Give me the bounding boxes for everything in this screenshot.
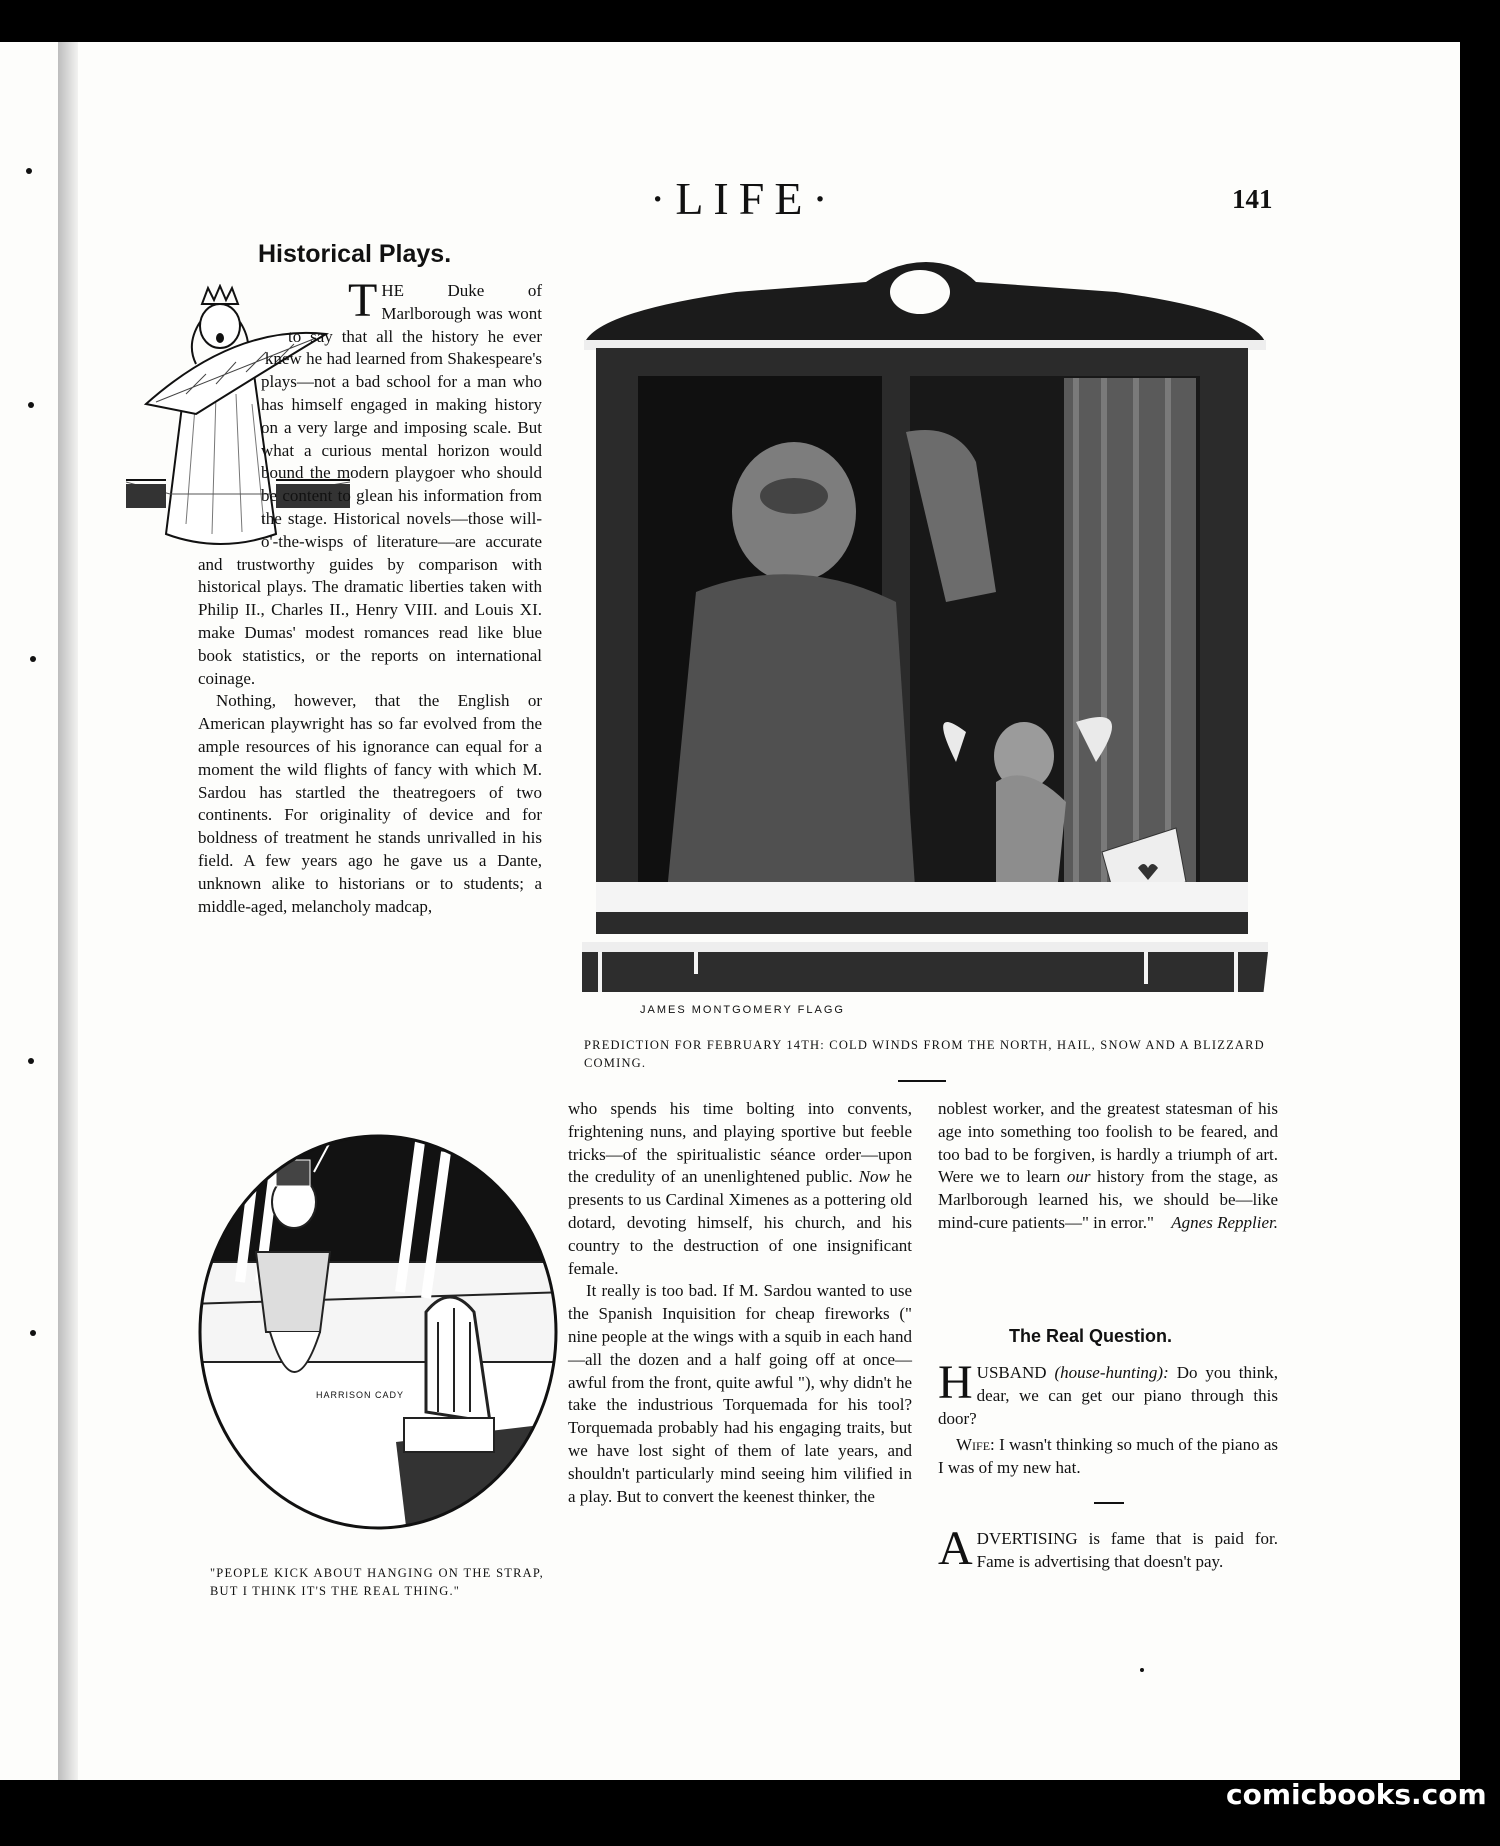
site-watermark: comicbooks.com xyxy=(1226,1778,1487,1811)
speaker-name: USBAND xyxy=(976,1363,1047,1382)
valentine-window-illustration xyxy=(576,262,1274,992)
section-divider xyxy=(898,1080,946,1082)
epigram-text: is fame that is paid for. Fame is advertising that doesn't pay. xyxy=(976,1529,1278,1571)
author-signature: Agnes Repplier. xyxy=(1171,1212,1278,1232)
article-text: noblest worker, and the greatest statesman of his age into something too foolish to be feared, and too bad to be forgiven, is hardly a triumph of art. Were we to learn xyxy=(938,1099,1278,1187)
epigram-piece xyxy=(938,1522,1278,1575)
drop-cap: H xyxy=(938,1356,973,1409)
scan-speck xyxy=(26,168,32,174)
illustration-caption: PREDICTION FOR FEBRUARY 14TH: COLD WINDS FROM THE NORTH, HAIL, SNOW AND A BLIZZARD COMING. xyxy=(584,1038,1265,1070)
stage-direction: (house-hunting): xyxy=(1054,1363,1169,1382)
article-text: he presents to us Cardinal Ximenes as a pottering old dotard, devoting himself, his church, and his country to the destruction of one insignificant female. xyxy=(568,1167,912,1278)
short-dialogue-piece xyxy=(938,1356,1278,1480)
article-text: history from the stage, as Marlborough learned his, we should be—like mind-cure patients—" in error." xyxy=(938,1167,1279,1232)
emphasis-text: our xyxy=(1066,1167,1091,1187)
section-divider xyxy=(1094,1502,1124,1504)
page-number: 141 xyxy=(1232,184,1273,214)
article-paragraph: It really is too bad. If M. Sardou wanted to use the Spanish Inquisition for cheap fireworks (" nine people at the wings with a squib in each hand—all the dozen and a half going off at once—awful from the front, quite awful "), why didn't he take the industrious Torquemada for his tool? Torquemada probably had his engaging traits, but we have lost sight of them of late years, and shouldn't particularly mind seeing him vilified in a play. But to convert the keenest thinker, the xyxy=(568,1281,912,1506)
scan-speck xyxy=(1140,1668,1144,1672)
dialogue-line: Do you think, dear, we can get our piano through this door? xyxy=(938,1363,1278,1428)
article-title: The Real Question. xyxy=(1009,1326,1173,1346)
drop-cap: T xyxy=(348,274,378,327)
article-text: who spends his time bolting into convents, frightening nuns, and playing sportive but feeble tricks—of the spiritualistic séance order—upon the credulity of an unenlightened public. xyxy=(568,1099,912,1187)
dialogue-line: I wasn't thinking so much of the piano as I was of my new hat. xyxy=(938,1435,1278,1478)
epigram-lead: DVERTISING xyxy=(976,1529,1078,1548)
article-column-1 xyxy=(198,274,542,918)
masthead: ·LIFE· xyxy=(650,173,838,224)
article-paragraph: Nothing, however, that the English or American playwright has so far evolved from the ample resources of his ignorance can equal for a moment the wild flights of fancy with which M. Sardou has startled the theatregoers of two continents. For originality of device and for boldness of treatment he stands unrivalled in his field. A few years ago he gave us a Dante, unknown alike to historians or to students; a middle-aged, melancholy madcap, xyxy=(198,691,542,916)
scan-speck xyxy=(30,1330,36,1336)
artist-signature: HARRISON CADY xyxy=(316,1390,405,1400)
scan-speck xyxy=(28,402,34,408)
scan-speck xyxy=(28,1058,34,1064)
article-column-2 xyxy=(568,1098,912,1508)
emphasis-text: Now xyxy=(858,1167,890,1187)
scan-speck xyxy=(30,656,36,662)
bug-hanging-on-strap-illustration xyxy=(190,1122,566,1560)
drop-cap: A xyxy=(938,1522,973,1575)
speaker-name: Wife: xyxy=(956,1435,995,1455)
article-title: Historical Plays. xyxy=(258,240,452,268)
artist-signature: JAMES MONTGOMERY FLAGG xyxy=(640,1004,845,1016)
illustration-caption: "PEOPLE KICK ABOUT HANGING ON THE STRAP, BUT I THINK IT'S THE REAL THING." xyxy=(210,1566,544,1598)
article-column-3 xyxy=(938,1098,1278,1235)
article-paragraph: HE Duke of Marlborough was wont to say that all the history he ever knew he had learned from Shakespeare's plays—not a bad school for a man who has himself engaged in making history on a very large and imposing scale. But what a curious mental horizon would bound the modern playgoer who should be content to glean his information from the stage. Historical novels—those will-o'-the-wisps of literature—are accurate and trustworthy guides by comparison with historical plays. The dramatic liberties taken with Philip II., Charles II., Henry VIII. and Louis XI. make Dumas' modest romances read like blue book statistics, or the reports on international coinage. xyxy=(198,281,542,688)
